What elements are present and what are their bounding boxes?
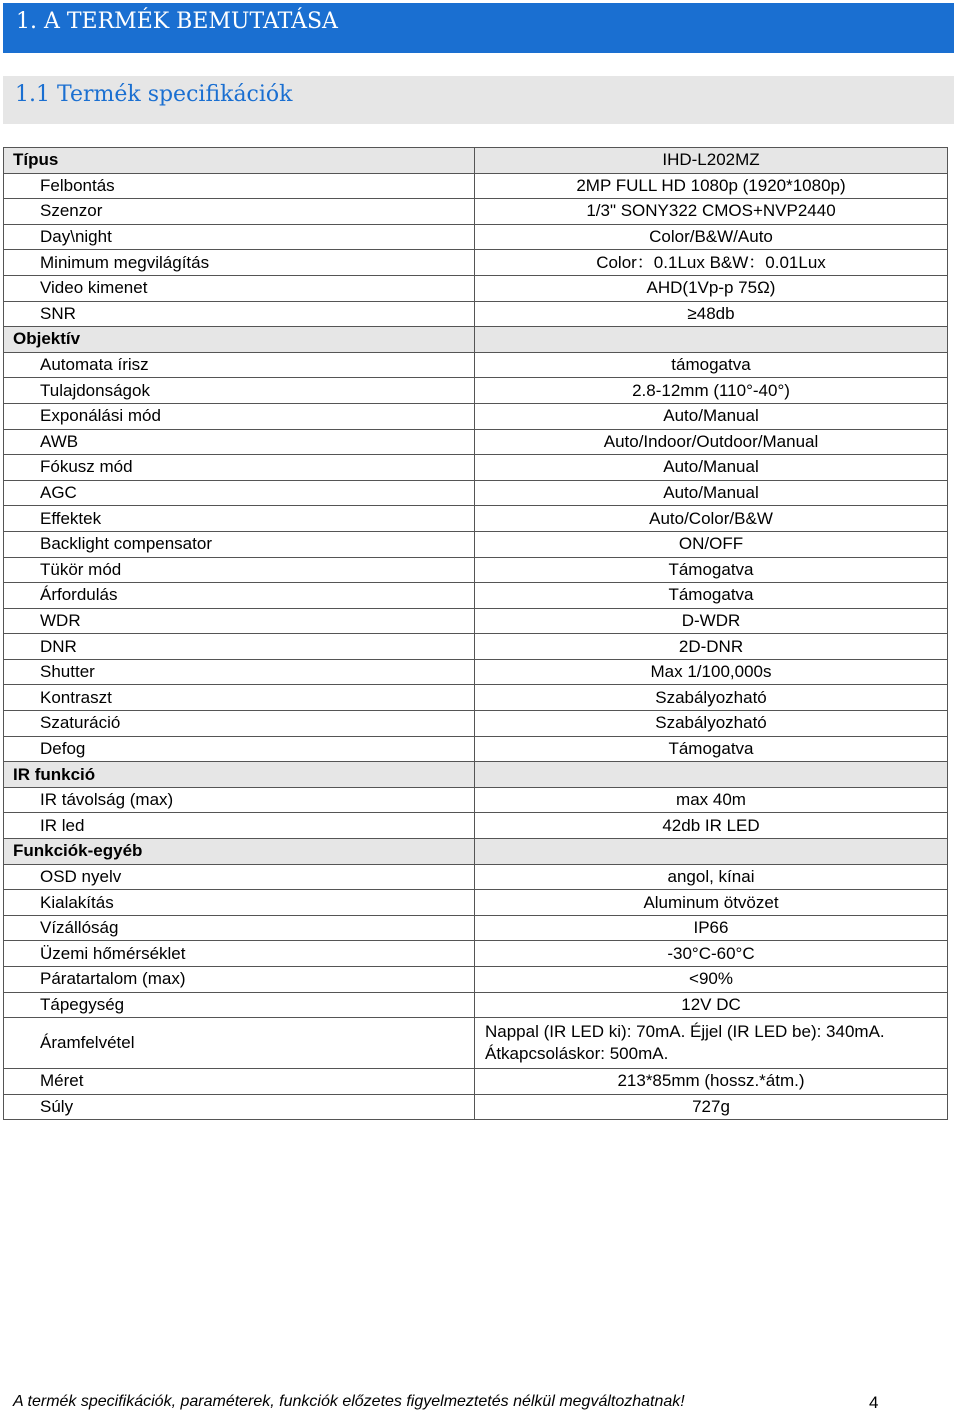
page-number: 4: [869, 1393, 879, 1412]
table-row: [4, 429, 948, 455]
spec-value: Aluminum ötvözet: [475, 890, 948, 916]
spec-label: Tükör mód: [4, 557, 475, 583]
spec-value: 2D-DNR: [475, 634, 948, 660]
spec-label: OSD nyelv: [4, 864, 475, 890]
spec-label: Funkciók-egyéb: [4, 839, 475, 865]
table-row: [4, 352, 948, 378]
table-row: [4, 864, 948, 890]
spec-value: AHD(1Vp-p 75Ω): [475, 275, 948, 301]
spec-value: Auto/Manual: [475, 455, 948, 481]
spec-table: [3, 147, 948, 1120]
footer-note: A termék specifikációk, paraméterek, funkciók előzetes figyelmeztetés nélkül megváltozhatnak!: [13, 1393, 685, 1410]
table-row: [4, 275, 948, 301]
spec-value: Auto/Color/B&W: [475, 506, 948, 532]
table-row: [4, 378, 948, 404]
table-row: [4, 455, 948, 481]
spec-label: IR funkció: [4, 762, 475, 788]
spec-value: Támogatva: [475, 583, 948, 609]
spec-label: Súly: [4, 1094, 475, 1120]
table-row: [4, 1018, 948, 1069]
spec-value: Auto/Manual: [475, 480, 948, 506]
spec-value: Color/B&W/Auto: [475, 224, 948, 250]
spec-value: max 40m: [475, 787, 948, 813]
spec-value: 42db IR LED: [475, 813, 948, 839]
spec-label: Páratartalom (max): [4, 967, 475, 993]
spec-value: Szabályozható: [475, 711, 948, 737]
spec-value: Auto/Manual: [475, 403, 948, 429]
spec-value: <90%: [475, 967, 948, 993]
spec-value: Nappal (IR LED ki): 70mA. Éjjel (IR LED be): 340mA. Átkapcsoláskor: 500mA.: [475, 1018, 948, 1069]
table-row: [4, 608, 948, 634]
spec-label: Szenzor: [4, 199, 475, 225]
spec-value: Támogatva: [475, 557, 948, 583]
spec-label: Felbontás: [4, 173, 475, 199]
spec-label: Szaturáció: [4, 711, 475, 737]
section-row: [4, 148, 948, 174]
spec-label: Áramfelvétel: [4, 1018, 475, 1069]
spec-label: SNR: [4, 301, 475, 327]
spec-value: IHD-L202MZ: [475, 148, 948, 174]
spec-label: AGC: [4, 480, 475, 506]
spec-label: Backlight compensator: [4, 531, 475, 557]
spec-value: 2.8-12mm (110°-40°): [475, 378, 948, 404]
table-row: [4, 403, 948, 429]
spec-value: Támogatva: [475, 736, 948, 762]
spec-value: 2MP FULL HD 1080p (1920*1080p): [475, 173, 948, 199]
table-row: [4, 813, 948, 839]
table-row: [4, 199, 948, 225]
spec-label: DNR: [4, 634, 475, 660]
spec-label: Tulajdonságok: [4, 378, 475, 404]
spec-value: támogatva: [475, 352, 948, 378]
spec-label: Üzemi hőmérséklet: [4, 941, 475, 967]
table-row: [4, 1069, 948, 1095]
spec-label: Fókusz mód: [4, 455, 475, 481]
table-row: [4, 890, 948, 916]
spec-label: IR távolság (max): [4, 787, 475, 813]
spec-label: Méret: [4, 1069, 475, 1095]
table-row: [4, 557, 948, 583]
spec-label: Kontraszt: [4, 685, 475, 711]
table-row: [4, 659, 948, 685]
table-row: [4, 736, 948, 762]
subsection-heading: 1.1 Termék specifikációk: [3, 76, 954, 124]
spec-label: Effektek: [4, 506, 475, 532]
table-row: [4, 685, 948, 711]
table-row: [4, 301, 948, 327]
spec-label: Video kimenet: [4, 275, 475, 301]
table-row: [4, 787, 948, 813]
table-row: [4, 583, 948, 609]
table-row: [4, 992, 948, 1018]
section-heading: 1. A TERMÉK BEMUTATÁSA: [3, 3, 954, 53]
spec-value: ≥48db: [475, 301, 948, 327]
table-row: [4, 250, 948, 276]
spec-value: -30°C-60°C: [475, 941, 948, 967]
spec-value: 727g: [475, 1094, 948, 1120]
spec-value: Max 1/100,000s: [475, 659, 948, 685]
spec-value: [475, 327, 948, 353]
table-row: [4, 915, 948, 941]
spec-value: 213*85mm (hossz.*átm.): [475, 1069, 948, 1095]
spec-value: Szabályozható: [475, 685, 948, 711]
spec-label: Tápegység: [4, 992, 475, 1018]
spec-value: Color：0.1Lux B&W：0.01Lux: [475, 250, 948, 276]
table-row: [4, 634, 948, 660]
spec-table-body: [4, 148, 948, 1120]
section-row: [4, 839, 948, 865]
spec-label: Automata írisz: [4, 352, 475, 378]
spec-label: Defog: [4, 736, 475, 762]
spec-label: Exponálási mód: [4, 403, 475, 429]
section-row: [4, 327, 948, 353]
spec-label: Objektív: [4, 327, 475, 353]
table-row: [4, 224, 948, 250]
table-row: [4, 506, 948, 532]
spec-value: 1/3" SONY322 CMOS+NVP2440: [475, 199, 948, 225]
spec-label: Típus: [4, 148, 475, 174]
spec-value: IP66: [475, 915, 948, 941]
table-row: [4, 173, 948, 199]
table-row: [4, 531, 948, 557]
spec-label: Shutter: [4, 659, 475, 685]
spec-value: D-WDR: [475, 608, 948, 634]
table-row: [4, 967, 948, 993]
spec-label: Kialakítás: [4, 890, 475, 916]
spec-label: WDR: [4, 608, 475, 634]
spec-value: [475, 762, 948, 788]
section-row: [4, 762, 948, 788]
spec-label: IR led: [4, 813, 475, 839]
spec-value: [475, 839, 948, 865]
spec-value: 12V DC: [475, 992, 948, 1018]
spec-value: angol, kínai: [475, 864, 948, 890]
table-row: [4, 480, 948, 506]
table-row: [4, 941, 948, 967]
spec-label: Árfordulás: [4, 583, 475, 609]
spec-value: ON/OFF: [475, 531, 948, 557]
table-row: [4, 1094, 948, 1120]
spec-label: Day\night: [4, 224, 475, 250]
spec-label: Minimum megvilágítás: [4, 250, 475, 276]
spec-label: AWB: [4, 429, 475, 455]
spec-label: Vízállóság: [4, 915, 475, 941]
table-row: [4, 711, 948, 737]
spec-value: Auto/Indoor/Outdoor/Manual: [475, 429, 948, 455]
